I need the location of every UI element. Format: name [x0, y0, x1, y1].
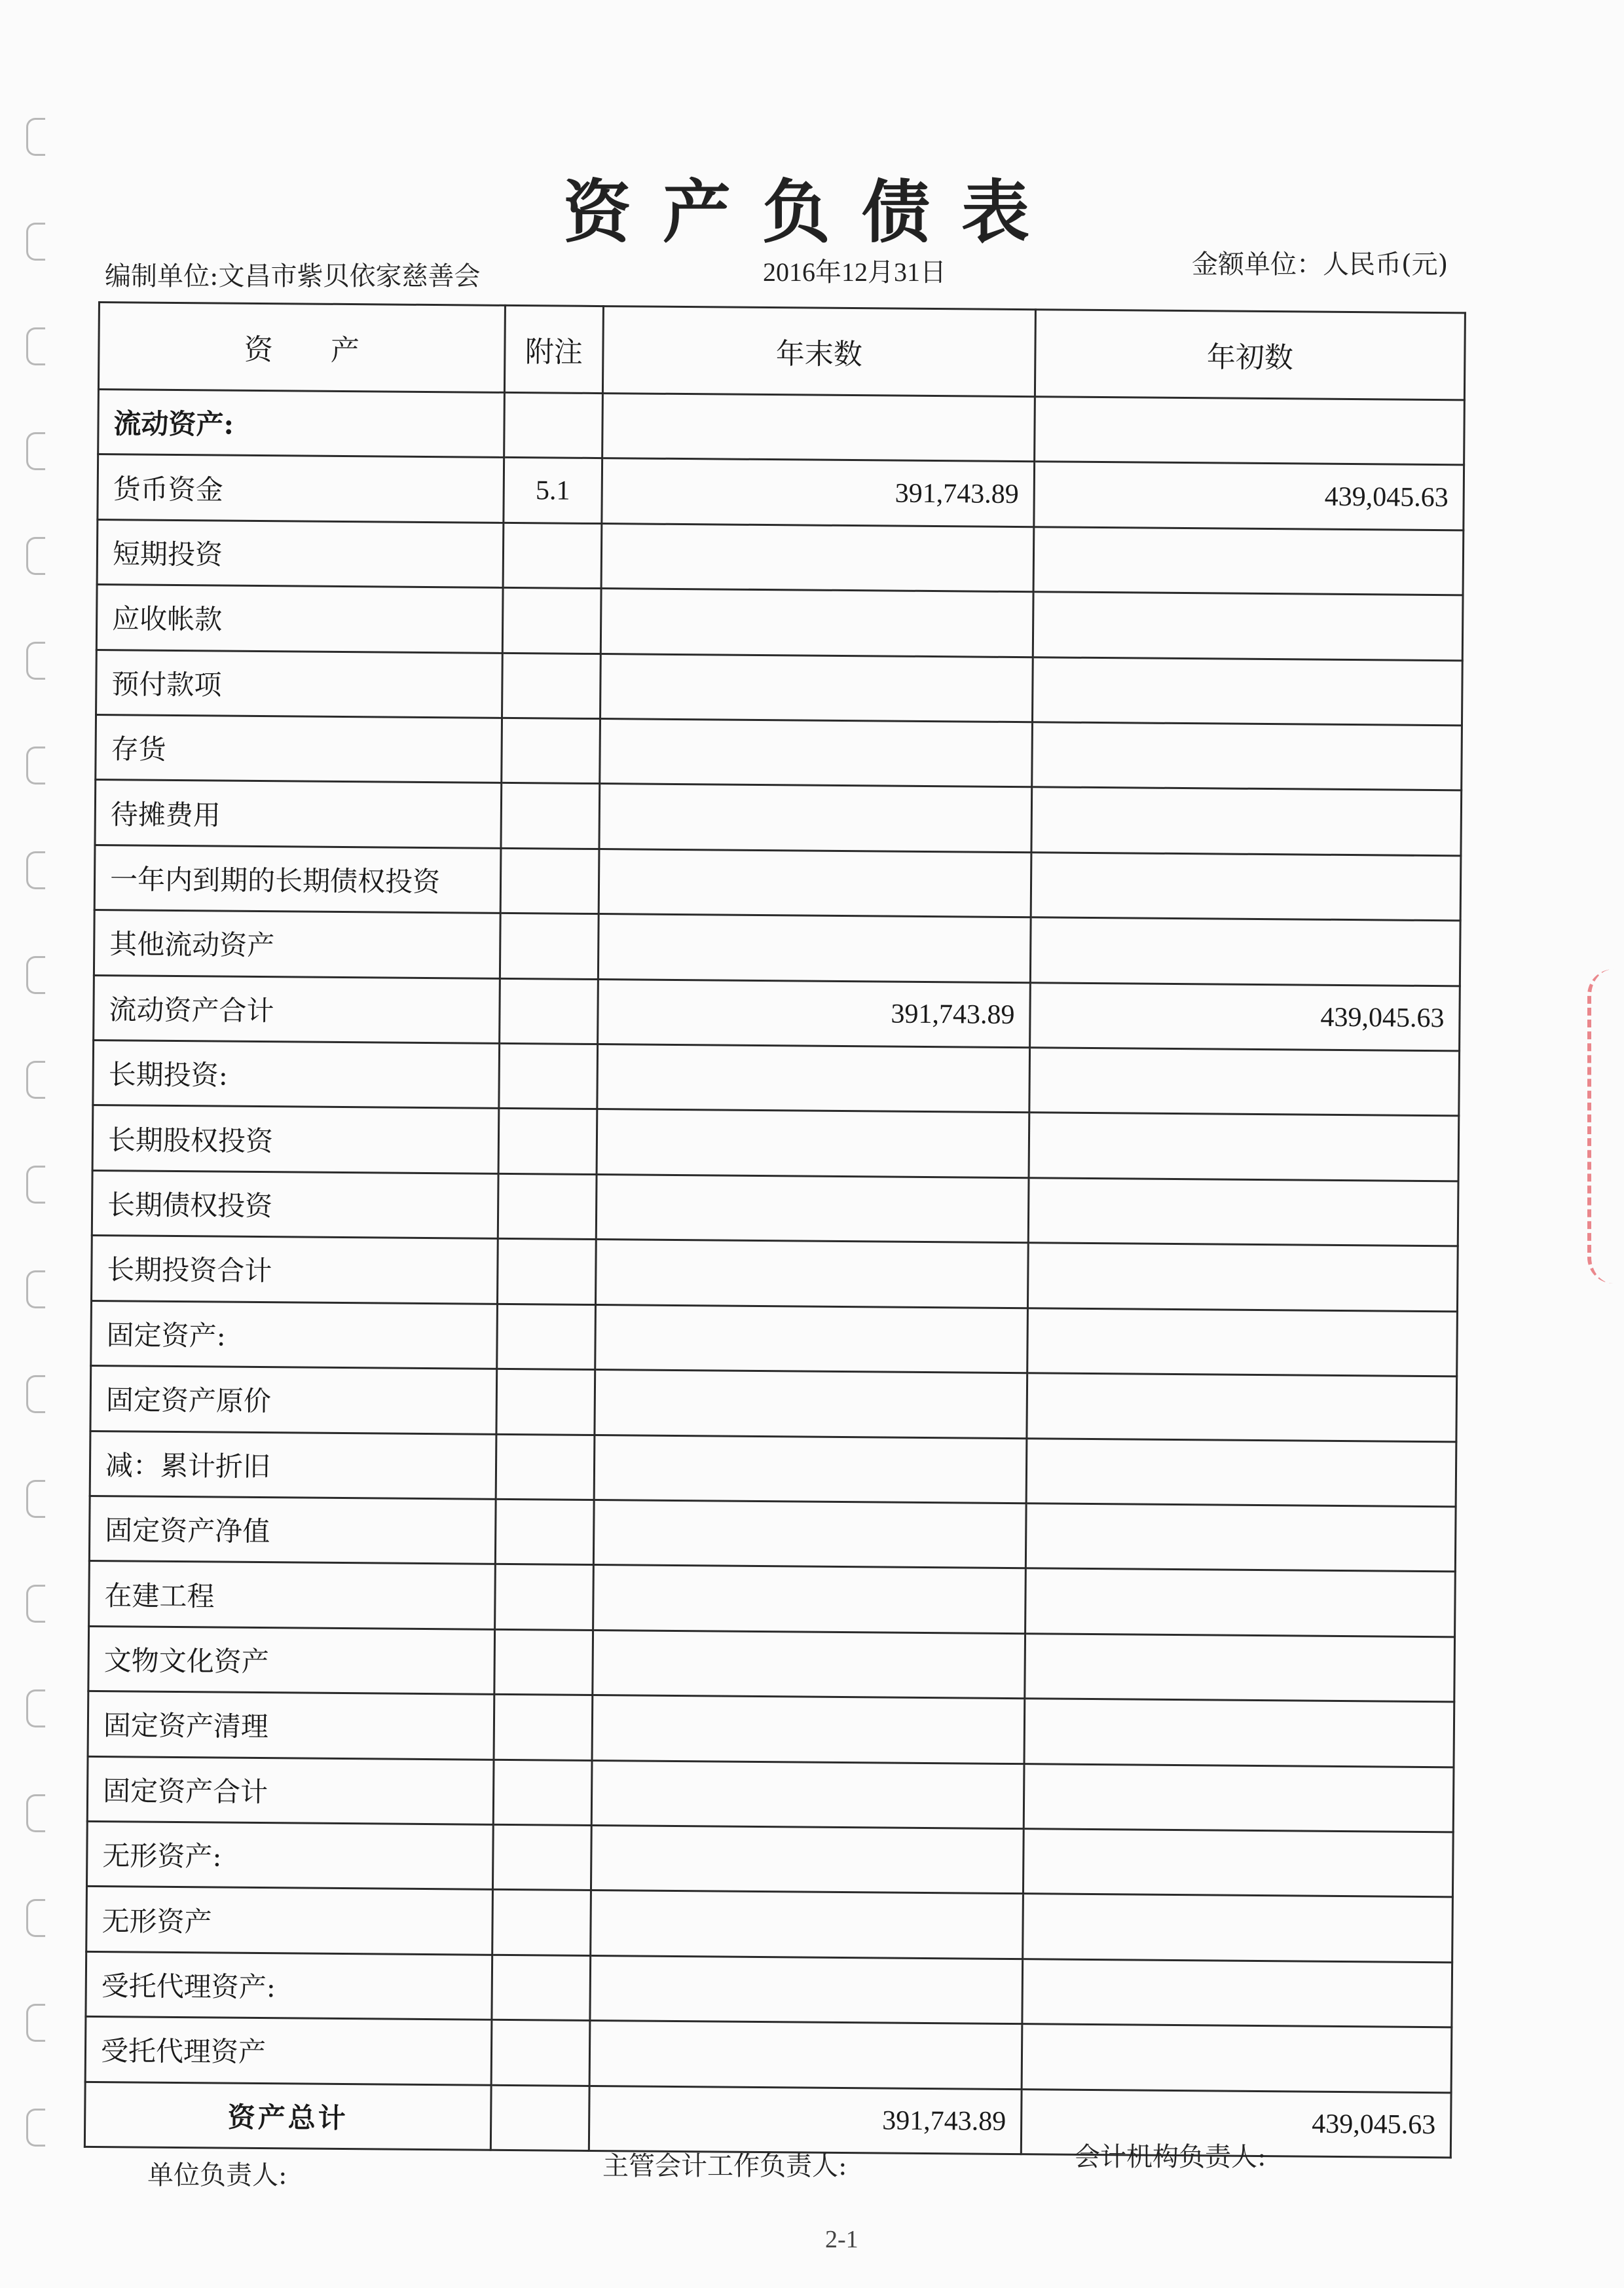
row-year-begin-value: [1028, 1178, 1458, 1247]
accounting-org-head-label: 会计机构负责人:: [1074, 2142, 1266, 2172]
table-row: [92, 1105, 1459, 1181]
row-year-begin-value: [1027, 1243, 1458, 1312]
binding-hole: [26, 1270, 45, 1308]
binding-hole: [26, 1794, 45, 1832]
table-row: [85, 2017, 1452, 2093]
row-note: [493, 1760, 592, 1826]
row-note: [497, 1304, 596, 1370]
row-note: [497, 1239, 596, 1305]
binding-hole: [26, 956, 45, 994]
row-label: 在建工程: [89, 1561, 496, 1629]
row-label: 应收帐款: [96, 585, 503, 653]
table-row: [96, 715, 1462, 791]
row-label: 流动资产:: [98, 390, 505, 458]
binding-hole: [26, 1375, 45, 1413]
table-row: [88, 1691, 1454, 1767]
row-label: 短期投资: [97, 519, 504, 587]
row-year-end-value: [591, 1891, 1024, 1959]
table-row: [89, 1561, 1456, 1637]
row-note: [502, 588, 601, 654]
row-label: 其他流动资产: [94, 910, 500, 978]
row-year-end-value: [600, 654, 1033, 722]
row-year-begin-value: [1025, 1504, 1456, 1572]
row-year-end-value: [593, 1500, 1026, 1568]
preparing-unit: 编制单位:文昌市紫贝依家慈善会: [105, 261, 481, 291]
row-year-end-value: 391,743.89: [589, 2086, 1022, 2154]
binding-hole: [26, 1166, 45, 1204]
row-year-end-value: [600, 719, 1033, 788]
row-year-end-value: [592, 1695, 1025, 1764]
report-date: 2016年12月31日: [763, 257, 946, 287]
table-row: [86, 1887, 1453, 1963]
binding-hole: [26, 327, 45, 365]
row-year-begin-value: [1024, 1699, 1454, 1767]
row-note: [494, 1629, 593, 1695]
row-note: [500, 913, 599, 980]
row-note: [496, 1369, 595, 1435]
row-label: 无形资产:: [86, 1821, 493, 1889]
row-label: 待摊费用: [95, 780, 502, 848]
table-row: [91, 1301, 1458, 1376]
column-header-item: 资 产: [98, 303, 505, 393]
binding-hole: [26, 537, 45, 575]
row-year-begin-value: [1025, 1568, 1456, 1637]
row-label: 长期投资:: [93, 1041, 500, 1109]
table-row: [94, 845, 1461, 921]
row-year-end-value: [595, 1240, 1028, 1308]
row-label: 固定资产合计: [87, 1756, 494, 1824]
row-note: [492, 1955, 591, 2021]
row-year-begin-value: [1023, 1894, 1453, 1963]
row-note: [502, 653, 601, 719]
row-label: 长期投资合计: [92, 1236, 498, 1304]
table-row: [92, 1236, 1458, 1312]
row-note: [499, 1043, 598, 1109]
page-title: 资产负债表: [563, 172, 1061, 252]
table-row: [93, 1041, 1460, 1116]
table-row: [88, 1626, 1455, 1702]
row-note: [491, 2020, 590, 2086]
binding-hole: [26, 2004, 45, 2042]
row-note: [490, 2085, 589, 2151]
table-row: [96, 650, 1463, 726]
row-label: 文物文化资产: [88, 1626, 495, 1694]
row-year-end-value: [599, 784, 1032, 853]
column-header-year-end: 年末数: [602, 306, 1035, 397]
row-label: 固定资产清理: [88, 1691, 494, 1760]
currency-unit: 金额单位：人民币(元): [1192, 249, 1449, 280]
table-row: [97, 519, 1464, 595]
row-year-end-value: [600, 589, 1033, 657]
row-label: 资产总计: [84, 2082, 491, 2150]
row-year-begin-value: [1022, 2024, 1452, 2093]
row-year-begin-value: [1033, 527, 1464, 596]
binding-hole: [26, 1899, 45, 1937]
row-note: [492, 1824, 591, 1891]
row-year-end-value: [596, 1174, 1029, 1243]
row-year-begin-value: [1029, 1048, 1460, 1116]
row-year-begin-value: [1031, 787, 1462, 856]
table-row: [92, 1170, 1458, 1246]
binding-hole: [26, 2109, 45, 2147]
row-year-begin-value: [1027, 1308, 1458, 1376]
row-note: [495, 1499, 594, 1565]
row-note: [496, 1434, 595, 1500]
row-year-begin-value: [1025, 1633, 1455, 1702]
row-year-end-value: [595, 1304, 1028, 1373]
row-year-end-value: [602, 394, 1035, 462]
page-number: 2-1: [825, 2226, 858, 2253]
binding-hole: [26, 1480, 45, 1518]
binding-hole: [26, 1061, 45, 1099]
row-note: [495, 1564, 594, 1631]
binding-holes: [26, 118, 52, 2213]
row-year-end-value: [599, 849, 1031, 917]
binding-hole: [26, 642, 45, 680]
table-row: [86, 1951, 1452, 2027]
row-label: 长期债权投资: [92, 1170, 498, 1238]
row-year-end-value: [594, 1435, 1027, 1504]
row-note: [503, 523, 602, 589]
table-row: [95, 780, 1462, 856]
row-year-end-value: [601, 523, 1034, 592]
row-year-end-value: [593, 1565, 1026, 1634]
row-year-begin-value: 439,045.63: [1030, 982, 1460, 1051]
binding-hole: [26, 747, 45, 784]
row-year-end-value: [595, 1370, 1027, 1439]
row-label: 受托代理资产: [85, 2017, 492, 2085]
row-year-begin-value: [1026, 1438, 1456, 1507]
row-label: 预付款项: [96, 650, 503, 718]
row-label: 流动资产合计: [94, 975, 500, 1043]
row-label: 固定资产:: [91, 1301, 498, 1369]
row-year-end-value: 391,743.89: [598, 979, 1031, 1048]
table-row: [86, 1821, 1453, 1897]
row-label: 一年内到期的长期债权投资: [94, 845, 501, 913]
table-row: [90, 1366, 1457, 1442]
row-note: [492, 1890, 591, 1956]
table-row: [94, 910, 1460, 986]
row-year-begin-value: 439,045.63: [1021, 2089, 1451, 2158]
row-note: [498, 1173, 597, 1240]
balance-sheet-table: [84, 301, 1466, 2158]
row-note: [500, 978, 599, 1044]
row-year-begin-value: [1032, 722, 1462, 791]
row-year-end-value: [593, 1630, 1025, 1699]
binding-hole: [26, 118, 45, 156]
row-note: [501, 783, 600, 849]
row-note: [500, 848, 599, 914]
table-row: [98, 454, 1464, 530]
table-row: [87, 1756, 1454, 1832]
table-row: [94, 975, 1460, 1051]
table-header-row: [98, 303, 1465, 400]
row-year-end-value: [591, 1760, 1024, 1829]
row-label: 固定资产原价: [90, 1366, 497, 1434]
row-year-end-value: [597, 1109, 1029, 1178]
table-row: [89, 1496, 1456, 1572]
row-year-begin-value: [1029, 1113, 1459, 1181]
accounting-head-label: 主管会计工作负责人:: [602, 2151, 847, 2181]
row-year-end-value: [597, 1044, 1030, 1113]
row-note: [494, 1694, 593, 1760]
row-note: [498, 1109, 597, 1175]
binding-hole: [26, 851, 45, 889]
row-year-end-value: [590, 1955, 1023, 2024]
binding-hole: [26, 1585, 45, 1623]
table-row: [98, 390, 1465, 466]
row-year-begin-value: [1023, 1829, 1453, 1898]
table-row: [90, 1431, 1456, 1507]
row-note: [502, 718, 600, 784]
table-row: [96, 585, 1463, 661]
row-year-end-value: [598, 914, 1031, 983]
row-year-begin-value: [1027, 1373, 1457, 1442]
row-year-begin-value: [1035, 397, 1465, 466]
row-year-begin-value: 439,045.63: [1034, 462, 1464, 530]
row-label: 长期股权投资: [92, 1105, 499, 1173]
row-label: 减：累计折旧: [90, 1431, 496, 1499]
unit-head-label: 单位负责人:: [147, 2160, 287, 2190]
row-label: 固定资产净值: [89, 1496, 496, 1564]
row-year-end-value: [589, 2021, 1022, 2090]
row-note: 5.1: [504, 458, 602, 524]
row-year-begin-value: [1024, 1763, 1454, 1832]
row-label: 受托代理资产:: [86, 1951, 492, 2020]
red-seal-edge: [1587, 969, 1624, 1283]
row-year-end-value: 391,743.89: [602, 458, 1035, 527]
row-label: 存货: [96, 715, 502, 783]
row-year-begin-value: [1032, 657, 1462, 726]
binding-hole: [26, 1689, 45, 1727]
row-year-begin-value: [1030, 917, 1460, 986]
row-year-begin-value: [1033, 592, 1463, 661]
row-label: 货币资金: [98, 454, 504, 523]
column-header-note: 附注: [504, 305, 603, 393]
column-header-year-begin: 年初数: [1035, 310, 1465, 400]
row-label: 无形资产: [86, 1887, 493, 1955]
row-note: [504, 392, 603, 458]
row-year-begin-value: [1031, 853, 1461, 921]
row-year-end-value: [591, 1825, 1024, 1894]
binding-hole: [26, 432, 45, 470]
table-body: [84, 390, 1464, 2158]
row-year-begin-value: [1022, 1959, 1452, 2027]
